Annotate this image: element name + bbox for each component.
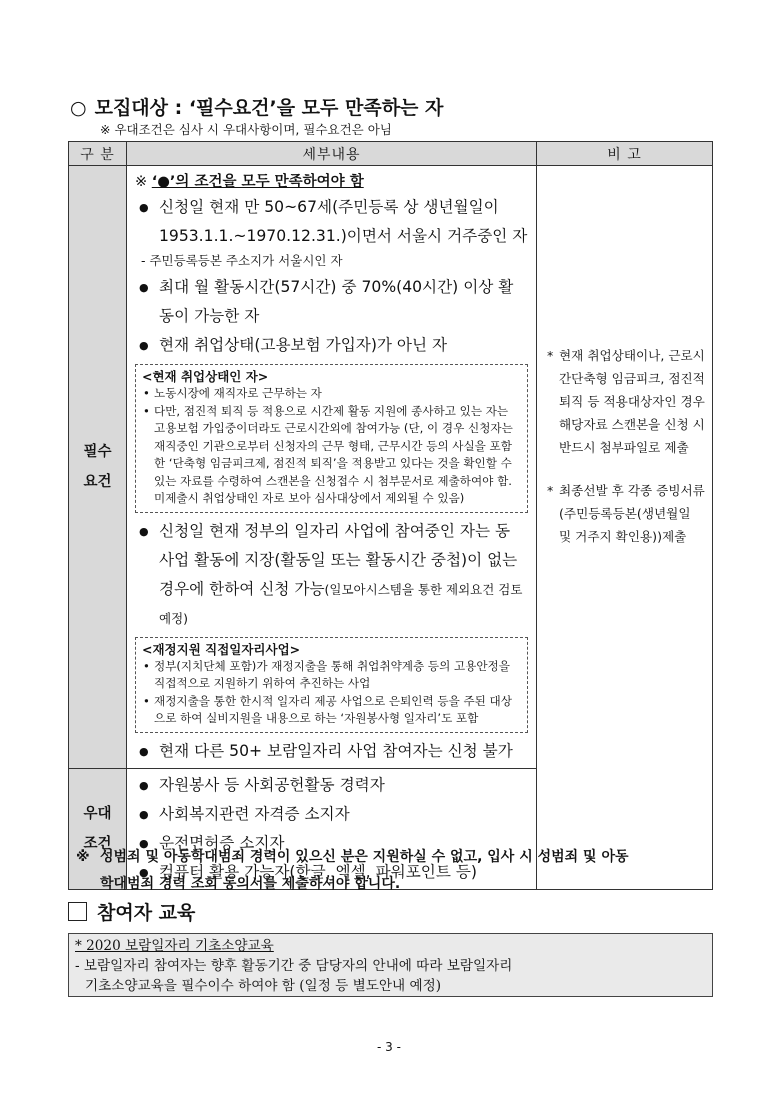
remarks-cell: [537, 166, 713, 890]
list-item: ● 최대 월 활동시간(57시간) 중 70%(40시간) 이상 활동이 가능한 자: [135, 273, 528, 331]
remark-item: * 현재 취업상태이나, 근로시간단축형 임금피크, 점진적 퇴직 등 적용대상자인 경우 해당자료 스캔본을 신청 시 반드시 첨부파일로 제출: [547, 348, 705, 455]
subnote: ※ 우대조건은 심사 시 우대사항이며, 필수요건은 아님: [100, 122, 392, 137]
fiscal-job-box: <재정지원 직접일자리사업> • 정부(지치단체 포함)가 재정지출을 통해 취업취약계층 등의 고용안정을 직접적으로 지원하기 위하여 추진하는 사업 • 재정지출을 통한 한시적 일자리 제공 사업으로 은퇴인력 등을 주된 대상으로 하여 실비지원을 내용으로 하는 ‘자원봉사형 일자리’도 포함: [135, 637, 528, 733]
crime-record-notice: ※ 성범죄 및 아동학대범죄 경력이 있으신 분은 지원하실 수 없고, 입사 시 성범죄 및 아동 학대범죄 경력 조회 동의서를 제출하셔야 합니다.: [76, 849, 629, 892]
page-number: - 3 -: [377, 1040, 401, 1054]
circle-marker: ○: [70, 97, 87, 119]
list-item: ● 사회복지관련 자격증 소지자: [135, 800, 528, 829]
list-item: ● 신청일 현재 정부의 일자리 사업에 참여중인 자는 동 사업 활동에 지장(활동일 또는 활동시간 중첩)이 없는 경우에 한하여 신청 가능(일모아시스템을 통한 제외요건 검토예정): [135, 517, 528, 633]
list-item: ● 자원봉사 등 사회공헌활동 경력자: [135, 771, 528, 800]
list-item: ● 운전면허증 소지자: [135, 829, 528, 858]
box-item: • 재정지출을 통한 한시적 일자리 제공 사업으로 은퇴인력 등을 주된 대상으로 하여 실비지원을 내용으로 하는 ‘자원봉사형 일자리’도 포함: [142, 693, 521, 728]
education-box: [68, 933, 713, 997]
box-item: • 노동시장에 재직자로 근무하는 자: [142, 385, 521, 403]
education-title: * 2020 보람일자리 기초소양교육: [75, 938, 274, 954]
education-line: - 보람일자리 참여자는 향후 활동기간 중 담당자의 안내에 따라 보람일자리: [75, 958, 513, 974]
remark-item: * 최종선발 후 각종 증빙서류(주민등록등본(생년월일 및 거주지 확인용))제출: [547, 483, 705, 544]
header-details: 세부내용: [127, 142, 537, 166]
recruit-heading: [70, 93, 443, 120]
employed-definition-box: <현재 취업상태인 자> • 노동시장에 재직자로 근무하는 자 • 다만, 점진적 퇴직 등 적용으로 시간제 활동 지원에 종사하고 있는 자는 고용보험 가입중이더라도 근로시간외에 참여가능 (단, 이 경우 신청자는 재직중인 기관으로부터 신청자의 근무 형태, 근무시간 등의 사실을 포함한 ‘단축형 임금피크제, 점진적 퇴직’을 적용받고 있다는 것을 확인할 수 있는 자료를 수령하여 스캔본을 신청접수 시 첨부문서로 제출하여야 함. 미제출시 취업상태인 자로 보아 심사대상에서 제외될 수 있음): [135, 364, 528, 513]
category-required: 필수 요건: [69, 166, 127, 769]
header-remarks: 비 고: [537, 142, 713, 166]
box-item: • 정부(지치단체 포함)가 재정지출을 통해 취업취약계층 등의 고용안정을 직접적으로 지원하기 위하여 추진하는 사업: [142, 658, 521, 693]
address-note: - 주민등록등본 주소지가 서울시인 자: [141, 253, 343, 268]
list-item: ● 컴퓨터 활용 가능자(한글, 엑셀, 파워포인트 등): [135, 858, 528, 887]
recruit-heading-text: 모집대상 : ‘필수요건’을 모두 만족하는 자: [94, 97, 444, 119]
category-preferred: 우대 조건: [69, 768, 127, 889]
checkbox-square-icon: [68, 902, 87, 921]
section-title: 참여자 교육: [68, 898, 195, 925]
list-item: ● 신청일 현재 만 50~67세(주민등록 상 생년월일이 1953.1.1.~1970.12.31.)이면서 서울시 거주중인 자: [135, 193, 528, 251]
header-category: 구 분: [69, 142, 127, 166]
required-details: [127, 166, 537, 769]
education-line: 기초소양교육을 필수이수 하여야 함 (일정 등 별도안내 예정): [85, 978, 442, 994]
list-item: ● 현재 취업상태(고용보험 가입자)가 아닌 자: [135, 331, 528, 360]
requirements-table: [68, 141, 713, 890]
condition-note: ※ ‘●’의 조건을 모두 만족하여야 함: [135, 174, 364, 190]
box-item: • 다만, 점진적 퇴직 등 적용으로 시간제 활동 지원에 종사하고 있는 자는 고용보험 가입중이더라도 근로시간외에 참여가능 (단, 이 경우 신청자는 재직중인 기관으로부터 신청자의 근무 형태, 근무시간 등의 사실을 포함한 ‘단축형 임금피크제, 점진적 퇴직’을 적용받고 있다는 것을 확인할 수 있는 자료를 수령하여 스캔본을 신청접수 시 첨부문서로 제출하여야 함. 미제출시 취업상태인 자로 보아 심사대상에서 제외될 수 있음): [142, 403, 521, 508]
list-item: ● 현재 다른 50+ 보람일자리 사업 참여자는 신청 불가: [135, 737, 528, 766]
